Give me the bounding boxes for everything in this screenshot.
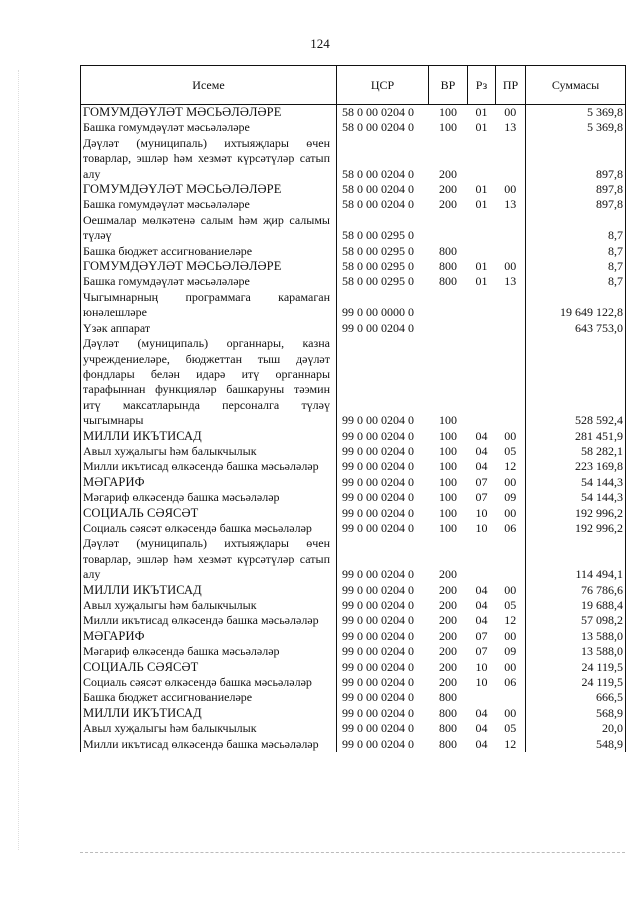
row-vr xyxy=(429,290,468,321)
row-name: Үзәк аппарат xyxy=(81,321,337,336)
table-row xyxy=(81,105,626,121)
row-vr: 200 xyxy=(439,628,457,643)
row-vr: 200 xyxy=(439,613,457,628)
row-name: МӘГАРИФ xyxy=(81,629,337,644)
row-amount: 8,7 xyxy=(526,244,626,259)
header-name: Исеме xyxy=(81,66,337,105)
row-pr xyxy=(496,213,526,244)
row-rz: 07 xyxy=(475,474,488,489)
row-vr xyxy=(429,213,468,244)
row-name: Милли икътисад өлкәсендә башка мәсьәләләр xyxy=(81,613,337,628)
row-amount: 8,7 xyxy=(526,274,626,289)
table-row xyxy=(81,429,626,444)
row-csr: 58 0 00 0204 0 xyxy=(342,166,414,181)
row-amount: 5 369,8 xyxy=(526,105,626,121)
table-row xyxy=(81,244,626,259)
table-row xyxy=(81,690,626,705)
row-name: Башка бюджет ассигнованиеләре xyxy=(81,690,337,705)
row-csr: 99 0 00 0204 0 xyxy=(342,690,414,705)
row-name: ГОМУМДӘҮЛӘТ МӘСЬӘЛӘЛӘРЕ xyxy=(81,182,337,197)
row-pr: 13 xyxy=(504,197,517,212)
row-pr: 00 xyxy=(504,182,517,197)
row-rz: 04 xyxy=(475,736,488,751)
table-row xyxy=(81,536,626,582)
header-amount: Суммасы xyxy=(526,66,626,105)
row-name: Дәүләт (муниципаль) ихтыяҗлары өчен товарлар, эшләр һәм хезмәт күрсәтүләр сатып алу xyxy=(81,136,337,182)
row-csr: 99 0 00 0204 0 xyxy=(342,659,414,674)
row-amount: 19 649 122,8 xyxy=(526,290,626,321)
header-rz: Рз xyxy=(468,66,496,105)
table-row xyxy=(81,290,626,321)
row-rz: 10 xyxy=(475,505,488,520)
row-pr xyxy=(496,690,526,705)
row-vr: 800 xyxy=(439,721,457,736)
row-rz: 01 xyxy=(475,274,488,289)
header-pr: ПР xyxy=(496,66,526,105)
row-name: Башка бюджет ассигнованиеләре xyxy=(81,244,337,259)
table-row xyxy=(81,459,626,474)
row-csr: 99 0 00 0204 0 xyxy=(342,505,414,520)
row-pr: 00 xyxy=(504,659,517,674)
row-rz: 10 xyxy=(475,675,488,690)
row-amount: 24 119,5 xyxy=(526,660,626,675)
row-name: Авыл хуҗалыгы һәм балыкчылык xyxy=(81,721,337,736)
row-pr: 00 xyxy=(504,428,517,443)
row-rz: 10 xyxy=(475,520,488,535)
row-amount: 13 588,0 xyxy=(526,644,626,659)
table-row xyxy=(81,583,626,598)
row-pr: 06 xyxy=(504,520,517,535)
row-name: МИЛЛИ ИКЪТИСАД xyxy=(81,583,337,598)
row-rz: 01 xyxy=(475,120,488,135)
row-amount: 13 588,0 xyxy=(526,629,626,644)
row-pr xyxy=(496,536,526,582)
row-vr: 200 xyxy=(439,197,457,212)
row-rz: 10 xyxy=(475,659,488,674)
row-rz: 04 xyxy=(475,459,488,474)
row-amount: 19 688,4 xyxy=(526,598,626,613)
table-row xyxy=(81,321,626,336)
row-name: Башка гомумдәүләт мәсьәләләре xyxy=(81,197,337,212)
row-vr: 200 xyxy=(439,675,457,690)
row-name: Башка гомумдәүләт мәсьәләләре xyxy=(81,274,337,289)
row-pr: 12 xyxy=(504,736,517,751)
row-vr: 100 xyxy=(439,505,457,520)
table-header xyxy=(81,66,626,105)
row-vr: 100 xyxy=(439,459,457,474)
row-pr: 00 xyxy=(504,474,517,489)
row-name: ГОМУМДӘҮЛӘТ МӘСЬӘЛӘЛӘРЕ xyxy=(81,105,337,121)
row-name: Авыл хуҗалыгы һәм балыкчылык xyxy=(81,444,337,459)
row-name: Дәүләт (муниципаль) органнары, казна учреждениеләре, бюджеттан тыш дәүләт фондлары белән идарә итү органнары тарафыннан функцияләр башкаруны тәэмин итү максатларында персоналга түләү чыгымнары xyxy=(81,336,337,428)
row-amount: 8,7 xyxy=(526,259,626,274)
row-name: Мәгариф өлкәсендә башка мәсьәләләр xyxy=(81,644,337,659)
row-name: Социаль сәясәт өлкәсендә башка мәсьәләләр xyxy=(81,675,337,690)
row-csr: 58 0 00 0295 0 xyxy=(342,243,414,258)
row-amount: 528 592,4 xyxy=(526,336,626,428)
row-csr: 99 0 00 0204 0 xyxy=(342,736,414,751)
row-amount: 8,7 xyxy=(526,213,626,244)
row-vr: 100 xyxy=(439,428,457,443)
row-vr xyxy=(429,321,468,336)
table-row xyxy=(81,136,626,182)
row-csr: 99 0 00 0204 0 xyxy=(342,443,414,458)
row-pr xyxy=(496,290,526,321)
row-amount: 897,8 xyxy=(526,136,626,182)
row-csr: 58 0 00 0295 0 xyxy=(342,228,414,243)
row-name: ГОМУМДӘҮЛӘТ МӘСЬӘЛӘЛӘРЕ xyxy=(81,259,337,274)
row-name: МИЛЛИ ИКЪТИСАД xyxy=(81,706,337,721)
row-csr: 99 0 00 0204 0 xyxy=(342,490,414,505)
row-vr: 800 xyxy=(439,243,457,258)
row-pr xyxy=(496,244,526,259)
row-vr: 200 xyxy=(439,567,457,582)
row-vr: 200 xyxy=(439,659,457,674)
row-csr: 58 0 00 0204 0 xyxy=(342,197,414,212)
row-csr: 99 0 00 0204 0 xyxy=(342,628,414,643)
row-amount: 76 786,6 xyxy=(526,583,626,598)
row-csr: 58 0 00 0295 0 xyxy=(342,274,414,289)
row-name: СОЦИАЛЬ СӘЯСӘТ xyxy=(81,660,337,675)
row-vr: 100 xyxy=(439,443,457,458)
row-amount: 54 144,3 xyxy=(526,475,626,490)
row-rz xyxy=(468,321,496,336)
row-amount: 20,0 xyxy=(526,721,626,736)
row-vr: 800 xyxy=(439,690,457,705)
row-name: Милли икътисад өлкәсендә башка мәсьәләләр xyxy=(81,459,337,474)
row-csr: 99 0 00 0204 0 xyxy=(342,582,414,597)
row-amount: 24 119,5 xyxy=(526,675,626,690)
row-vr: 100 xyxy=(439,474,457,489)
row-amount: 643 753,0 xyxy=(526,321,626,336)
row-amount: 568,9 xyxy=(526,706,626,721)
table-row xyxy=(81,475,626,490)
row-pr: 06 xyxy=(504,675,517,690)
row-pr: 00 xyxy=(504,705,517,720)
row-vr: 200 xyxy=(439,582,457,597)
row-rz xyxy=(468,213,496,244)
table-row xyxy=(81,521,626,536)
row-amount: 223 169,8 xyxy=(526,459,626,474)
row-csr: 99 0 00 0204 0 xyxy=(342,520,414,535)
row-vr: 200 xyxy=(439,166,457,181)
row-name: Милли икътисад өлкәсендә башка мәсьәләләр xyxy=(81,737,337,752)
row-pr: 00 xyxy=(504,105,517,119)
table-row xyxy=(81,660,626,675)
row-amount: 5 369,8 xyxy=(526,120,626,135)
row-vr: 200 xyxy=(439,598,457,612)
row-name: СОЦИАЛЬ СӘЯСӘТ xyxy=(81,506,337,521)
table-row xyxy=(81,120,626,135)
row-rz: 01 xyxy=(475,182,488,197)
row-csr: 99 0 00 0204 0 xyxy=(342,721,414,736)
row-rz: 01 xyxy=(475,197,488,212)
header-vr: ВР xyxy=(429,66,468,105)
row-pr: 09 xyxy=(504,644,517,659)
margin-guide xyxy=(18,70,19,850)
row-vr: 200 xyxy=(439,182,457,197)
row-pr: 00 xyxy=(504,628,517,643)
row-vr: 800 xyxy=(439,259,457,274)
table-row xyxy=(81,213,626,244)
row-csr: 99 0 00 0204 0 xyxy=(342,320,414,335)
table-row xyxy=(81,644,626,659)
row-amount: 54 144,3 xyxy=(526,490,626,505)
row-amount: 192 996,2 xyxy=(526,506,626,521)
row-name: Оешмалар мөлкәтенә салым һәм җир салымы түләү xyxy=(81,213,337,244)
row-pr: 05 xyxy=(504,721,517,736)
row-name: Дәүләт (муниципаль) ихтыяҗлары өчен товарлар, эшләр һәм хезмәт күрсәтүләр сатып алу xyxy=(81,536,337,582)
row-csr: 99 0 00 0204 0 xyxy=(342,675,414,690)
row-rz xyxy=(468,690,496,705)
row-csr: 99 0 00 0204 0 xyxy=(342,413,414,428)
row-rz xyxy=(468,136,496,182)
table-row xyxy=(81,598,626,613)
row-pr: 13 xyxy=(504,120,517,135)
budget-table xyxy=(80,65,626,752)
row-rz xyxy=(468,290,496,321)
page-number: 124 xyxy=(310,36,330,51)
row-pr: 00 xyxy=(504,582,517,597)
row-vr: 100 xyxy=(439,120,457,135)
row-pr: 12 xyxy=(504,613,517,628)
row-rz xyxy=(468,336,496,428)
row-name: Чыгымнарның программага карамаган юнәлешләре xyxy=(81,290,337,321)
row-rz: 04 xyxy=(475,613,488,628)
page-bottom-rule xyxy=(80,852,625,853)
table-row xyxy=(81,737,626,752)
row-vr: 200 xyxy=(439,644,457,659)
table-row xyxy=(81,629,626,644)
row-name: Мәгариф өлкәсендә башка мәсьәләләр xyxy=(81,490,337,505)
row-pr: 00 xyxy=(504,259,517,274)
row-amount: 897,8 xyxy=(526,182,626,197)
row-rz: 04 xyxy=(475,721,488,736)
row-pr xyxy=(496,136,526,182)
row-csr: 58 0 00 0204 0 xyxy=(342,105,414,119)
row-pr xyxy=(496,321,526,336)
row-name: Авыл хуҗалыгы һәм балыкчылык xyxy=(81,598,337,613)
row-pr: 05 xyxy=(504,598,517,612)
row-vr: 100 xyxy=(439,520,457,535)
row-name: Социаль сәясәт өлкәсендә башка мәсьәләләр xyxy=(81,521,337,536)
row-csr: 99 0 00 0204 0 xyxy=(342,705,414,720)
row-pr xyxy=(496,336,526,428)
table-row xyxy=(81,675,626,690)
row-csr: 99 0 00 0204 0 xyxy=(342,459,414,474)
table-row xyxy=(81,506,626,521)
row-vr: 100 xyxy=(439,105,457,119)
row-amount: 192 996,2 xyxy=(526,521,626,536)
table-row xyxy=(81,490,626,505)
table-row xyxy=(81,706,626,721)
row-rz: 04 xyxy=(475,428,488,443)
row-rz: 04 xyxy=(475,598,488,612)
row-csr: 99 0 00 0204 0 xyxy=(342,644,414,659)
row-amount: 58 282,1 xyxy=(526,444,626,459)
row-rz: 01 xyxy=(475,259,488,274)
row-pr: 09 xyxy=(504,490,517,505)
row-name: Башка гомумдәүләт мәсьәләләре xyxy=(81,120,337,135)
table-row xyxy=(81,613,626,628)
row-name: МИЛЛИ ИКЪТИСАД xyxy=(81,429,337,444)
row-rz: 04 xyxy=(475,705,488,720)
row-vr: 800 xyxy=(439,705,457,720)
row-csr: 58 0 00 0295 0 xyxy=(342,259,414,274)
table-row xyxy=(81,336,626,428)
row-rz xyxy=(468,536,496,582)
row-amount: 897,8 xyxy=(526,197,626,212)
row-pr: 00 xyxy=(504,505,517,520)
row-rz: 07 xyxy=(475,490,488,505)
row-csr: 99 0 00 0204 0 xyxy=(342,474,414,489)
row-pr: 05 xyxy=(504,443,517,458)
table-row xyxy=(81,182,626,197)
row-rz: 01 xyxy=(475,105,488,119)
row-rz: 04 xyxy=(475,443,488,458)
row-rz: 07 xyxy=(475,644,488,659)
row-csr: 99 0 00 0000 0 xyxy=(342,305,414,320)
table-body xyxy=(81,105,626,753)
row-csr: 58 0 00 0204 0 xyxy=(342,120,414,135)
header-row xyxy=(81,66,626,105)
table-row xyxy=(81,721,626,736)
row-name: МӘГАРИФ xyxy=(81,475,337,490)
row-amount: 548,9 xyxy=(526,737,626,752)
row-pr: 12 xyxy=(504,459,517,474)
row-csr: 99 0 00 0204 0 xyxy=(342,613,414,628)
row-csr: 99 0 00 0204 0 xyxy=(342,428,414,443)
row-vr: 100 xyxy=(439,490,457,505)
row-amount: 114 494,1 xyxy=(526,536,626,582)
row-csr: 99 0 00 0204 0 xyxy=(342,598,414,612)
row-rz xyxy=(468,244,496,259)
row-rz: 04 xyxy=(475,582,488,597)
row-amount: 57 098,2 xyxy=(526,613,626,628)
row-rz: 07 xyxy=(475,628,488,643)
table-row xyxy=(81,197,626,212)
table-row xyxy=(81,274,626,289)
row-amount: 666,5 xyxy=(526,690,626,705)
row-vr: 800 xyxy=(439,274,457,289)
row-pr: 13 xyxy=(504,274,517,289)
row-amount: 281 451,9 xyxy=(526,429,626,444)
row-csr: 99 0 00 0204 0 xyxy=(342,567,414,582)
row-vr: 100 xyxy=(439,413,457,428)
row-csr: 58 0 00 0204 0 xyxy=(342,182,414,197)
table-row xyxy=(81,444,626,459)
table-row xyxy=(81,259,626,274)
header-csr: ЦСР xyxy=(337,66,429,105)
row-vr: 800 xyxy=(439,736,457,751)
